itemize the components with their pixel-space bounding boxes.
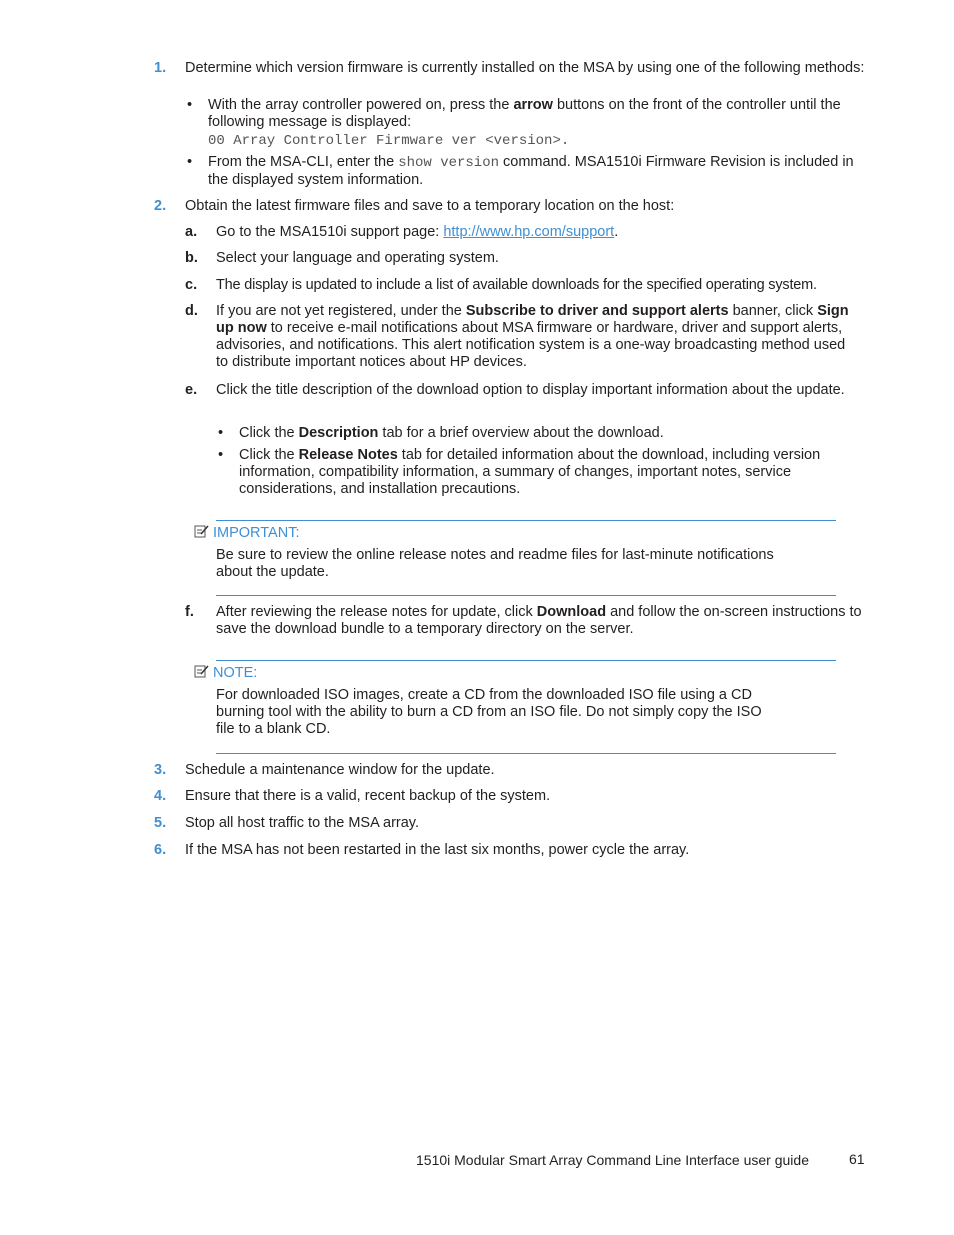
important-top-rule [216, 520, 836, 521]
step-1-bullet-1 [208, 97, 858, 131]
substep-b-letter: b. [185, 250, 198, 266]
text-segment: Click the [239, 425, 299, 441]
step-1-bullet-2 [208, 154, 858, 189]
text-segment: and follow the on-screen instructions to save the download bundle to a temporary directory on the server. [216, 604, 862, 637]
support-link[interactable]: http://www.hp.com/support [443, 224, 615, 240]
step-6-text: If the MSA has not been restarted in the last six months, power cycle the array. [185, 842, 690, 858]
text-segment: banner, click [728, 303, 818, 319]
step-6-number: 6. [154, 842, 167, 858]
bullet-marker: • [187, 97, 193, 113]
inline-code: show version [398, 155, 500, 171]
bold-term-description: Description [298, 425, 379, 441]
bullet-marker: • [187, 154, 193, 170]
text-segment: From the MSA-CLI, enter the [208, 154, 399, 170]
note-text: For downloaded ISO images, create a CD from the downloaded ISO file using a CD burning tool with the ability to burn a CD from an ISO file. Do not simply copy the ISO file to a blank CD. [216, 687, 762, 737]
text-segment: buttons on the front of the controller until the following message is displayed: [208, 97, 841, 130]
text-segment: Click the [239, 447, 299, 463]
substep-f-letter: f. [185, 604, 194, 620]
bullet-marker: • [218, 447, 224, 463]
substep-e-bullet-2 [239, 447, 829, 498]
substep-d-text [216, 303, 861, 371]
note-top-rule [216, 660, 836, 661]
bold-term-release-notes: Release Notes [298, 447, 398, 463]
substep-e-bullet-1 [239, 425, 839, 442]
footer-title: 1510i Modular Smart Array Command Line Interface user guide [416, 1152, 809, 1168]
step-3-number: 3. [154, 762, 167, 778]
bold-term-arrow: arrow [513, 97, 553, 113]
bullet-marker: • [218, 425, 224, 441]
important-label: IMPORTANT: [213, 525, 300, 541]
note-bottom-rule [216, 753, 836, 754]
text-segment: tab for a brief overview about the download. [378, 425, 664, 441]
text-segment: If you are not yet registered, under the [216, 303, 466, 319]
important-bottom-rule [216, 595, 836, 596]
text-segment: to receive e-mail notifications about MSA firmware or hardware, driver and support alerts, advisories, and notifications. This alert notification system is a one-way broadcasting method used to distribute important notices about HP devices. [216, 320, 846, 370]
step-4-number: 4. [154, 788, 167, 804]
substep-a-letter: a. [185, 224, 198, 240]
page-number: 61 [849, 1151, 865, 1167]
firmware-message-code: 00 Array Controller Firmware ver <version>. [208, 133, 570, 149]
text-segment: command. MSA1510i Firmware Revision is included in the displayed system information. [208, 154, 854, 188]
step-5-text: Stop all host traffic to the MSA array. [185, 815, 419, 831]
substep-e-letter: e. [185, 382, 198, 398]
note-pencil-icon [194, 524, 210, 543]
bold-term-sign-up: Sign up now [216, 303, 849, 336]
step-3-text: Schedule a maintenance window for the update. [185, 762, 495, 778]
substep-b-text: Select your language and operating system. [216, 250, 499, 266]
text-segment: tab for detailed information about the download, including version information, compatibility information, a summary of changes, important notes, service considerations, and installation precautions. [239, 447, 821, 497]
substep-f-text [216, 604, 864, 638]
step-1-text: Determine which version firmware is currently installed on the MSA by using one of the following methods: [185, 60, 865, 76]
important-heading [194, 524, 299, 543]
step-4-text: Ensure that there is a valid, recent backup of the system. [185, 788, 551, 804]
text-segment: Go to the MSA1510i support page: [216, 224, 444, 240]
bold-term-subscribe: Subscribe to driver and support alerts [465, 303, 729, 319]
substep-d-letter: d. [185, 303, 198, 319]
substep-a-text [216, 224, 866, 241]
note-heading [194, 664, 257, 683]
note-label: NOTE: [213, 665, 258, 681]
substep-c-letter: c. [185, 277, 198, 293]
text-segment: . [614, 224, 619, 240]
substep-e-text: Click the title description of the download option to display important information about the update. [216, 382, 845, 398]
step-2-text: Obtain the latest firmware files and save to a temporary location on the host: [185, 198, 675, 214]
step-2-number: 2. [154, 198, 167, 214]
text-segment: After reviewing the release notes for update, click [216, 604, 537, 620]
note-pencil-icon [194, 664, 210, 683]
important-text: Be sure to review the online release notes and readme files for last-minute notifications about the update. [216, 547, 774, 580]
bold-term-download: Download [536, 604, 607, 620]
text-segment: With the array controller powered on, press the [208, 97, 514, 113]
substep-c-text: The display is updated to include a list of available downloads for the specified operating system. [216, 277, 817, 293]
step-5-number: 5. [154, 815, 167, 831]
step-1-number: 1. [154, 60, 167, 76]
